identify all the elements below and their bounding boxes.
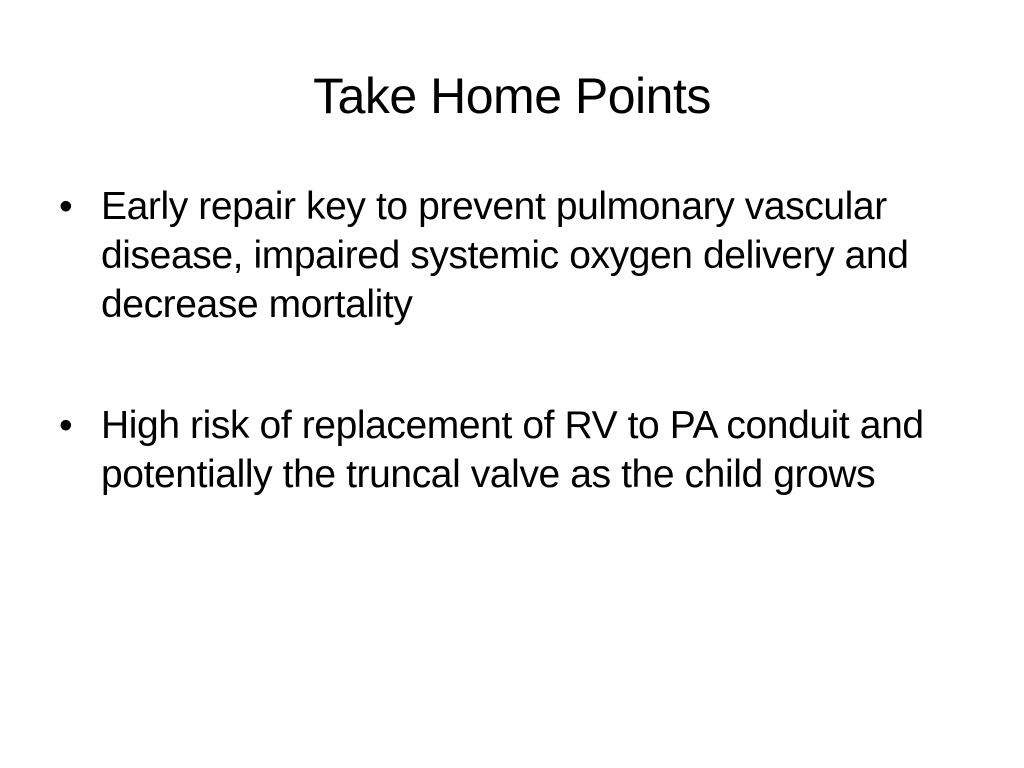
bullet-text-1: Early repair key to prevent pulmonary vascular disease, impaired systemic oxygen delivery and decrease mortality xyxy=(101,185,909,326)
bullet-item-1 xyxy=(56,182,956,329)
bullet-list xyxy=(56,182,956,499)
bullet-item-2 xyxy=(56,401,956,499)
bullet-dot-icon: • xyxy=(59,185,73,228)
bullet-dot-icon: • xyxy=(59,404,73,447)
bullet-text-2: High risk of replacement of RV to PA conduit and potentially the truncal valve as the child grows xyxy=(101,404,924,496)
slide-title: Take Home Points xyxy=(313,68,711,124)
